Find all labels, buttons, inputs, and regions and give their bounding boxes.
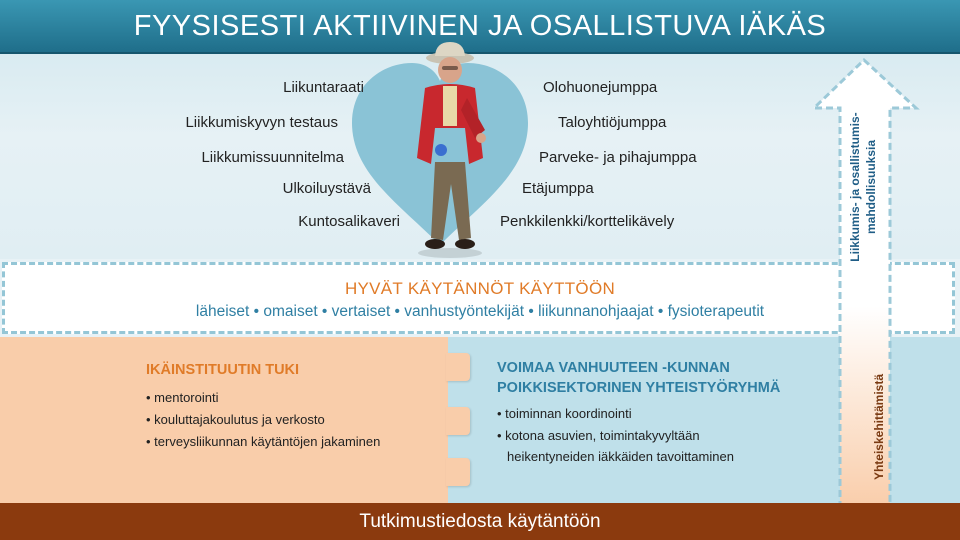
arrow-bottom-label: Yhteiskehittämistä [872, 373, 886, 481]
good-practices-title: HYVÄT KÄYTÄNNÖT KÄYTTÖÖN [344, 279, 616, 298]
list-item: heikentyneiden iäkkäiden tavoittaminen [507, 449, 734, 464]
list-item: • mentorointi [146, 390, 219, 405]
list-item: • terveysliikunnan käytäntöjen jakaminen [146, 434, 381, 449]
ikainstituutti-title: IKÄINSTITUUTIN TUKI [146, 362, 300, 378]
good-practices-list: läheiset • omaiset • vertaiset • vanhustyöntekijät • liikunnanohjaajat • fysioterapeutit [195, 303, 765, 320]
list-item: • toiminnan koordinointi [497, 406, 632, 421]
connector-tab [446, 353, 470, 381]
activity-liikkumiskyvyn-testaus: Liikkumiskyvyn testaus [185, 114, 338, 131]
connector-tab [446, 407, 470, 435]
arrow-top-label: Liikkumis- ja osallistumis- mahdollisuuksia [848, 112, 878, 262]
activity-olohuonejumppa: Olohuonejumppa [543, 79, 658, 96]
activity-liikkumissuunnitelma: Liikkumissuunnitelma [201, 149, 344, 166]
elderly-person-illustration [405, 38, 495, 263]
list-item: • kotona asuvien, toimintakyvyltään [497, 428, 700, 443]
activity-penkkilenkki: Penkkilenkki/korttelikävely [500, 213, 675, 230]
bottom-caption: Tutkimustiedosta käytäntöön [359, 511, 601, 532]
activity-parveke-ja-pihajumppa: Parveke- ja pihajumppa [539, 149, 697, 166]
connector-tab [446, 458, 470, 486]
activity-ulkoiluystava: Ulkoiluystävä [282, 180, 371, 197]
activity-liikuntaraati: Liikuntaraati [283, 79, 364, 96]
activity-taloyhtiojumppa: Taloyhtiöjumppa [558, 114, 667, 131]
municipal-group-title: VOIMAA VANHUUTEEN -KUNNAN POIKKISEKTORINEN YHTEISTYÖRYHMÄ [497, 360, 781, 396]
list-item: • kouluttajakoulutus ja verkosto [146, 412, 325, 427]
page-title: FYYSISESTI AKTIIVINEN JA OSALLISTUVA IÄKÄS [133, 10, 827, 42]
activity-kuntosalikaveri: Kuntosalikaveri [298, 213, 400, 230]
activity-etajumppa: Etäjumppa [522, 180, 594, 197]
